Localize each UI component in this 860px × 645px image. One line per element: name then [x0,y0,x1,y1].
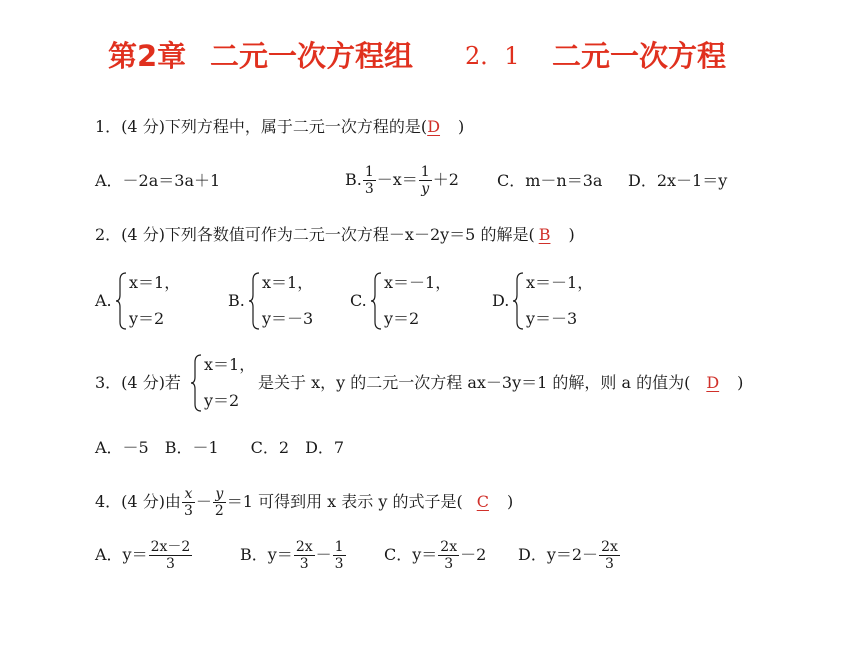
question-1-option-b [345,160,459,200]
question-3-close: ) [737,373,744,392]
question-2-stem [95,224,575,246]
frac-den: 3 [364,181,374,197]
frac-num: 2x [295,539,313,555]
frac-den: 3 [166,556,175,572]
question-3-text: 是关于 x，y 的二元一次方程 ax－3y＝1 的解，则 a 的值为( [258,373,691,392]
question-4-stem [95,482,513,522]
question-2-option-b [228,272,348,332]
option-b-tail: ＋2 [432,170,459,189]
option-label: C. [350,291,367,310]
question-2-close: ) [568,225,575,244]
question-2-option-d [492,272,622,332]
question-3-answer: D [706,373,720,392]
system-row-2: y＝－3 [262,309,314,328]
frac-den: 3 [183,503,193,519]
frac-num: 2x－2 [150,539,191,555]
operator: － [315,545,332,564]
fraction-one-third [363,165,376,196]
question-3-options: A．－5 B．－1 C．2 D．7 [95,438,345,457]
frac-den: 2 [214,503,224,519]
question-1-option-d: D．2x－1＝y [628,171,728,190]
question-2-text: 2．(4 分)下列各数值可作为二元一次方程－x－2y＝5 的解是( [95,225,535,244]
brace-icon [190,354,204,412]
brace-icon [248,272,262,330]
frac-den: 3 [299,556,309,572]
question-1-stem [95,116,464,138]
question-4-text-2: ＝1 可得到用 x 表示 y 的式子是( [226,492,463,511]
system-row-2: y＝2 [384,309,420,328]
brace-icon [115,272,129,330]
page-title [0,38,860,78]
option-label: A. [95,291,112,310]
question-4-option-b [240,535,347,575]
question-4-text: 4．(4 分)由 [95,492,181,511]
option-c-tail: －2 [460,545,487,564]
system-row-2: y＝－3 [526,309,578,328]
fraction-x-over-3 [182,487,195,518]
option-b-label: B. [345,170,362,189]
question-1-option-c: C．m－n＝3a [497,171,603,190]
chapter-number: 第2章 [108,39,187,73]
option-label: D. [492,291,510,310]
option-d-prefix: D．y＝2－ [518,545,599,564]
frac-num: y [213,487,226,503]
question-2-option-a [95,272,215,332]
question-2-answer: B [538,225,551,244]
question-3-stem [258,372,743,394]
system-row-1: x＝－1， [526,273,594,292]
option-b-mid: －x＝ [376,170,418,189]
brace-icon [512,272,526,330]
frac-num: 2x [440,539,458,555]
system-row-1: x＝1， [262,273,314,292]
question-1-text: 1．(4 分)下列方程中，属于二元一次方程的是( [95,117,428,136]
frac-den: 3 [334,556,344,572]
fraction-one-over-y [419,165,432,196]
question-3-prefix: 3．(4 分)若 [95,373,181,392]
frac-num: 1 [334,539,344,555]
system-row-1: x＝1， [129,273,181,292]
frac-den: 3 [444,556,454,572]
question-1-option-a: A．－2a＝3a＋1 [95,171,221,190]
frac-num: 1 [364,164,374,180]
fraction [149,540,193,571]
frac-num: 2x [601,539,618,555]
system-row-2: y＝2 [129,309,165,328]
frac-den: y [421,181,430,197]
operator: － [195,492,212,511]
option-b-prefix: B．y＝ [240,545,293,564]
fraction [333,540,346,571]
frac-den: 3 [605,556,614,572]
question-2-option-c [350,272,480,332]
question-4-option-c [384,535,486,575]
fraction [599,540,620,571]
frac-num: 1 [420,164,430,180]
question-1-answer: D [427,117,441,136]
chapter-name: 二元一次方程组 [210,39,414,73]
question-1-close: ) [458,117,465,136]
system-row-2: y＝2 [204,391,240,410]
option-label: B. [228,291,245,310]
section-name: 二元一次方程 [552,39,727,73]
question-4-answer: C [476,492,489,511]
fraction [294,540,315,571]
question-3-system [190,354,260,414]
system-row-1: x＝1， [204,355,256,374]
frac-num: x [182,487,195,503]
system-row-1: x＝－1， [384,273,452,292]
fraction-y-over-2 [213,487,226,518]
option-c-prefix: C．y＝ [384,545,438,564]
fraction [438,540,459,571]
section-number: 2．1 [465,42,520,70]
brace-icon [370,272,384,330]
question-4-option-d [518,535,621,575]
question-4-close: ) [506,492,514,511]
option-a-prefix: A．y＝ [95,545,148,564]
question-4-option-a [95,535,193,575]
